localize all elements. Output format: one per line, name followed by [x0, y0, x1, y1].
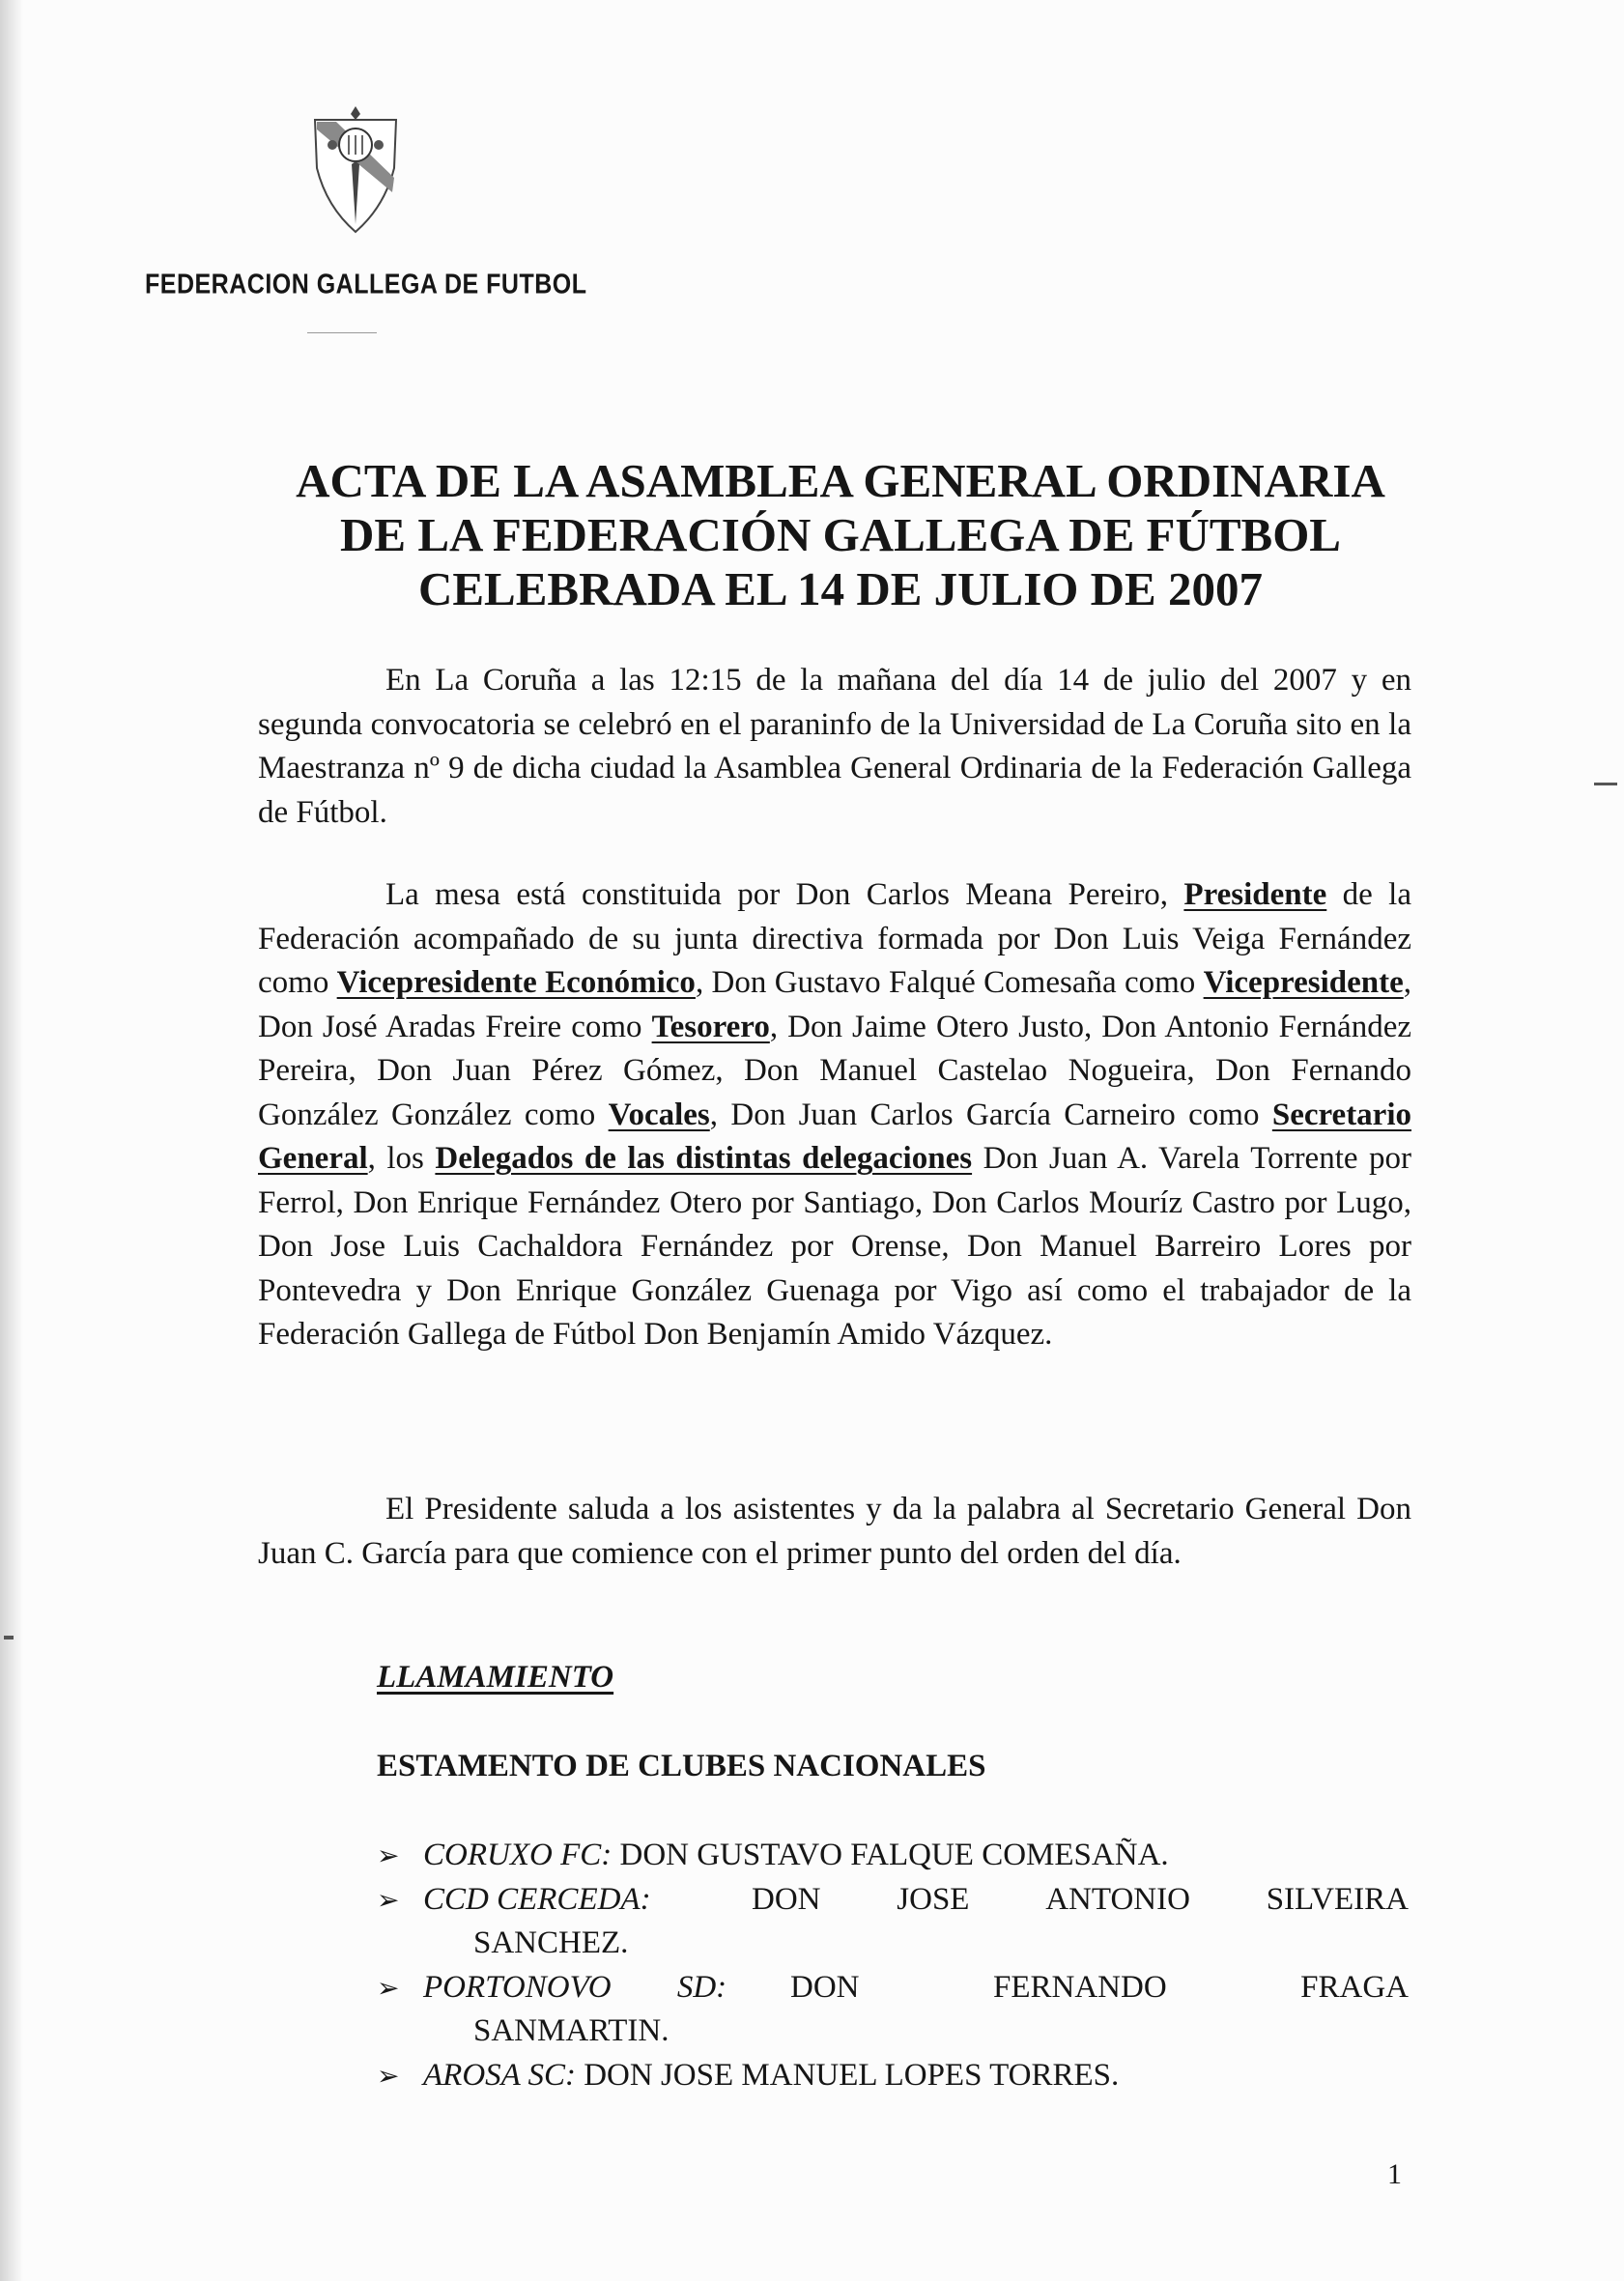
paragraph-opening [258, 659, 1411, 835]
organization-name: FEDERACION GALLEGA DE FUTBOL [145, 269, 587, 300]
title-line: DE LA FEDERACIÓN GALLEGA DE FÚTBOL [340, 508, 1341, 561]
arrow-bullet-icon: ➢ [377, 1971, 400, 2004]
arrow-bullet-icon: ➢ [377, 1839, 400, 1871]
text-run: , Don Juan Carlos García Carneiro como [709, 1097, 1272, 1132]
paragraph-text: En La Coruña a las 12:15 de la mañana del día 14 de julio del 2007 y en segunda convocatoria se celebró en el paraninfo de la Universidad de La Coruña sito en la Maestranza nº 9 de dicha ciudad la Asamblea General Ordinaria de la Federación Gallega de Fútbol. [258, 663, 1411, 830]
club-name: CCD CERCEDA: [423, 1881, 651, 1917]
scan-mark [1594, 783, 1617, 785]
text-run: , Don Gustavo Falqué Comesaña como [695, 965, 1204, 1000]
role-president: Presidente [1183, 877, 1327, 912]
role-vicepresident-economic: Vicepresidente Económico [336, 965, 696, 1000]
list-item: ➢ PORTONOVO SD: DON FERNANDO FRAGA SANMARTIN. [377, 1966, 1409, 2054]
list-item: ➢ CCD CERCEDA: DON JOSE ANTONIO SILVEIRA SANCHEZ. [377, 1878, 1409, 1966]
club-name: PORTONOVO SD: [423, 1969, 727, 2005]
header-divider [307, 332, 377, 333]
section-heading-llamamiento: LLAMAMIENTO [377, 1660, 614, 1695]
club-representative: SANMARTIN. [473, 2013, 670, 2048]
title-line: ACTA DE LA ASAMBLEA GENERAL ORDINARIA [296, 454, 1385, 507]
club-representative: DON GUSTAVO FALQUE COMESAÑA. [619, 1838, 1169, 1872]
role-treasurer: Tesorero [651, 1009, 770, 1044]
scan-edge [0, 0, 23, 2281]
paragraph-greeting [258, 1488, 1411, 1576]
section-heading-estamento: ESTAMENTO DE CLUBES NACIONALES [377, 1749, 986, 1783]
document-title [251, 454, 1430, 616]
paragraph-text: El Presidente saluda a los asistentes y da la palabra al Secretario General Don Juan C. García para que comience con el primer punto del orden del día. [258, 1492, 1411, 1571]
text-run: , los [367, 1141, 436, 1176]
title-line: CELEBRADA EL 14 DE JULIO DE 2007 [417, 562, 1263, 615]
list-item [377, 2054, 1409, 2098]
text-run: , Don Jaime Otero Justo, Don Antonio Fernández Pereira, Don Juan Pérez Gómez, Don Manuel Castelao Nogueira, Don Fernando González González como [258, 1009, 1411, 1132]
text-run: La mesa está constituida por Don Carlos Meana Pereiro, [385, 877, 1184, 912]
scan-mark [4, 1636, 14, 1639]
club-name: AROSA SC: [423, 2057, 576, 2093]
paragraph-board [258, 873, 1411, 1357]
arrow-bullet-icon: ➢ [377, 2059, 400, 2092]
club-name: CORUXO FC: [423, 1838, 613, 1872]
federation-crest-logo [307, 100, 404, 236]
text-run: Don Juan A. Varela Torrente por Ferrol, Don Enrique Fernández Otero por Santiago, Don Carlos Mouríz Castro por Lugo, Don Jose Luis Cachaldora Fernández por Orense, Don Manuel Barreiro Lores por Pontevedra y Don Enrique González Guenaga por Vigo así como el trabajador de la Federación Gallega de Fútbol Don Benjamín Amido Vázquez. [258, 1141, 1411, 1352]
club-list [377, 1834, 1409, 2097]
text-run: , Don José Aradas Freire como [258, 965, 1411, 1044]
list-item [377, 1834, 1409, 1878]
role-vicepresident: Vicepresidente [1203, 965, 1404, 1000]
text-run: de la Federación acompañado de su junta directiva formada por Don Luis Veiga Fernández como [258, 877, 1411, 1000]
page-number: 1 [1387, 2158, 1402, 2190]
role-secretary: Secretario General [258, 1097, 1411, 1176]
role-delegates: Delegados de las distintas delegaciones [435, 1141, 973, 1176]
role-vocales: Vocales [608, 1097, 710, 1132]
club-representative: SANCHEZ. [473, 1925, 629, 1960]
arrow-bullet-icon: ➢ [377, 1883, 400, 1916]
club-representative: DON JOSE MANUEL LOPES TORRES. [584, 2057, 1120, 2093]
